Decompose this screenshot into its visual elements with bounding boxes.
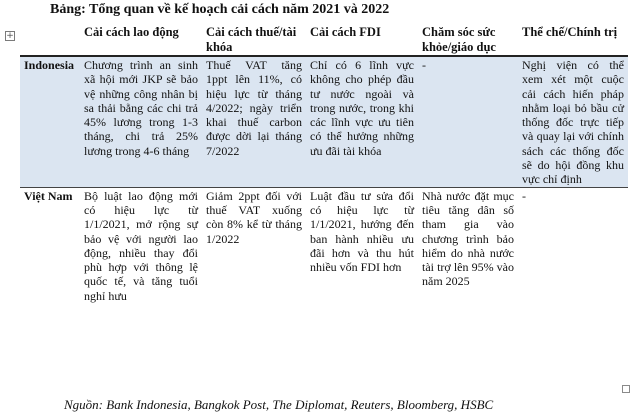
header-cell-country [20, 25, 80, 56]
header-row [20, 25, 628, 56]
institutional-cell: Nghị viện có thể xem xét một cuộc cải cách hiến pháp nhằm loại bỏ bầu cử thống đốc trực tiếp và quay lại với chính sách các thống đốc sẽ do hội đồng khu vực chỉ định [522, 58, 624, 187]
labor-cell: Bộ luật lao động mới có hiệu lực từ 1/1/2021, mở rộng sự bảo vệ với người lao động, nhiều thay đổi phù hợp với thông lệ quốc tế, và tăng tuổi nghỉ hưu [84, 188, 198, 303]
tax-cell: Thuế VAT tăng 1ppt lên 11%, có hiệu lực từ tháng 4/2022; ngày triển khai thuế carbon được dời lại tháng 7/2022 [206, 58, 302, 158]
country-cell: Việt Nam [24, 188, 73, 203]
country-cell: Indonesia [24, 58, 75, 72]
fdi-cell: Chỉ có 6 lĩnh vực không cho phép đầu tư nước ngoài và trong nước, trong khi các lĩnh vực ưu tiên có thể hưởng những ưu đãi tài khóa [310, 58, 414, 158]
table-row [20, 56, 628, 187]
tax-cell: Giảm 2ppt đối với thuế VAT xuống còn 8% kể từ tháng 1/2022 [206, 188, 302, 246]
header-cell-fdi: Cải cách FDI [310, 25, 381, 39]
header-cell-institutional: Thể chế/Chính trị [522, 25, 618, 39]
table-row [20, 187, 628, 303]
health-education-cell: - [422, 58, 426, 72]
move-table-icon[interactable]: + [6, 31, 14, 41]
header-cell-labor: Cải cách lao động [84, 25, 179, 39]
resize-handle-icon[interactable] [622, 385, 630, 393]
header-cell-tax: Cải cách thuế/tài khóa [206, 25, 297, 54]
table-caption: Bảng: Tổng quan về kế hoạch cải cách năm 2021 và 2022 [50, 2, 390, 17]
health-education-cell: Nhà nước đặt mục tiêu tăng dân số tham gia vào chương trình bảo hiểm do nhà nước tài trợ lên 95% vào năm 2025 [422, 188, 514, 289]
fdi-cell: Luật đầu tư sửa đổi có hiệu lực từ 1/1/2021, hướng đến ban hành nhiều ưu đãi hơn và thu hút nhiều vốn FDI hơn [310, 188, 414, 275]
source-note: Nguồn: Bank Indonesia, Bangkok Post, The Diplomat, Reuters, Bloomberg, HSBC [64, 397, 494, 412]
labor-cell: Chương trình an sinh xã hội mới JKP sẽ bảo vệ những công nhân bị sa thải bằng các chi trả 45% lương trong 1-3 tháng, chi trả 25% lương trong 4-6 tháng [84, 58, 198, 158]
institutional-cell: - [522, 188, 526, 203]
reform-overview-table [20, 25, 628, 303]
header-cell-health-education: Chăm sóc sức khỏe/giáo dục [422, 25, 496, 54]
